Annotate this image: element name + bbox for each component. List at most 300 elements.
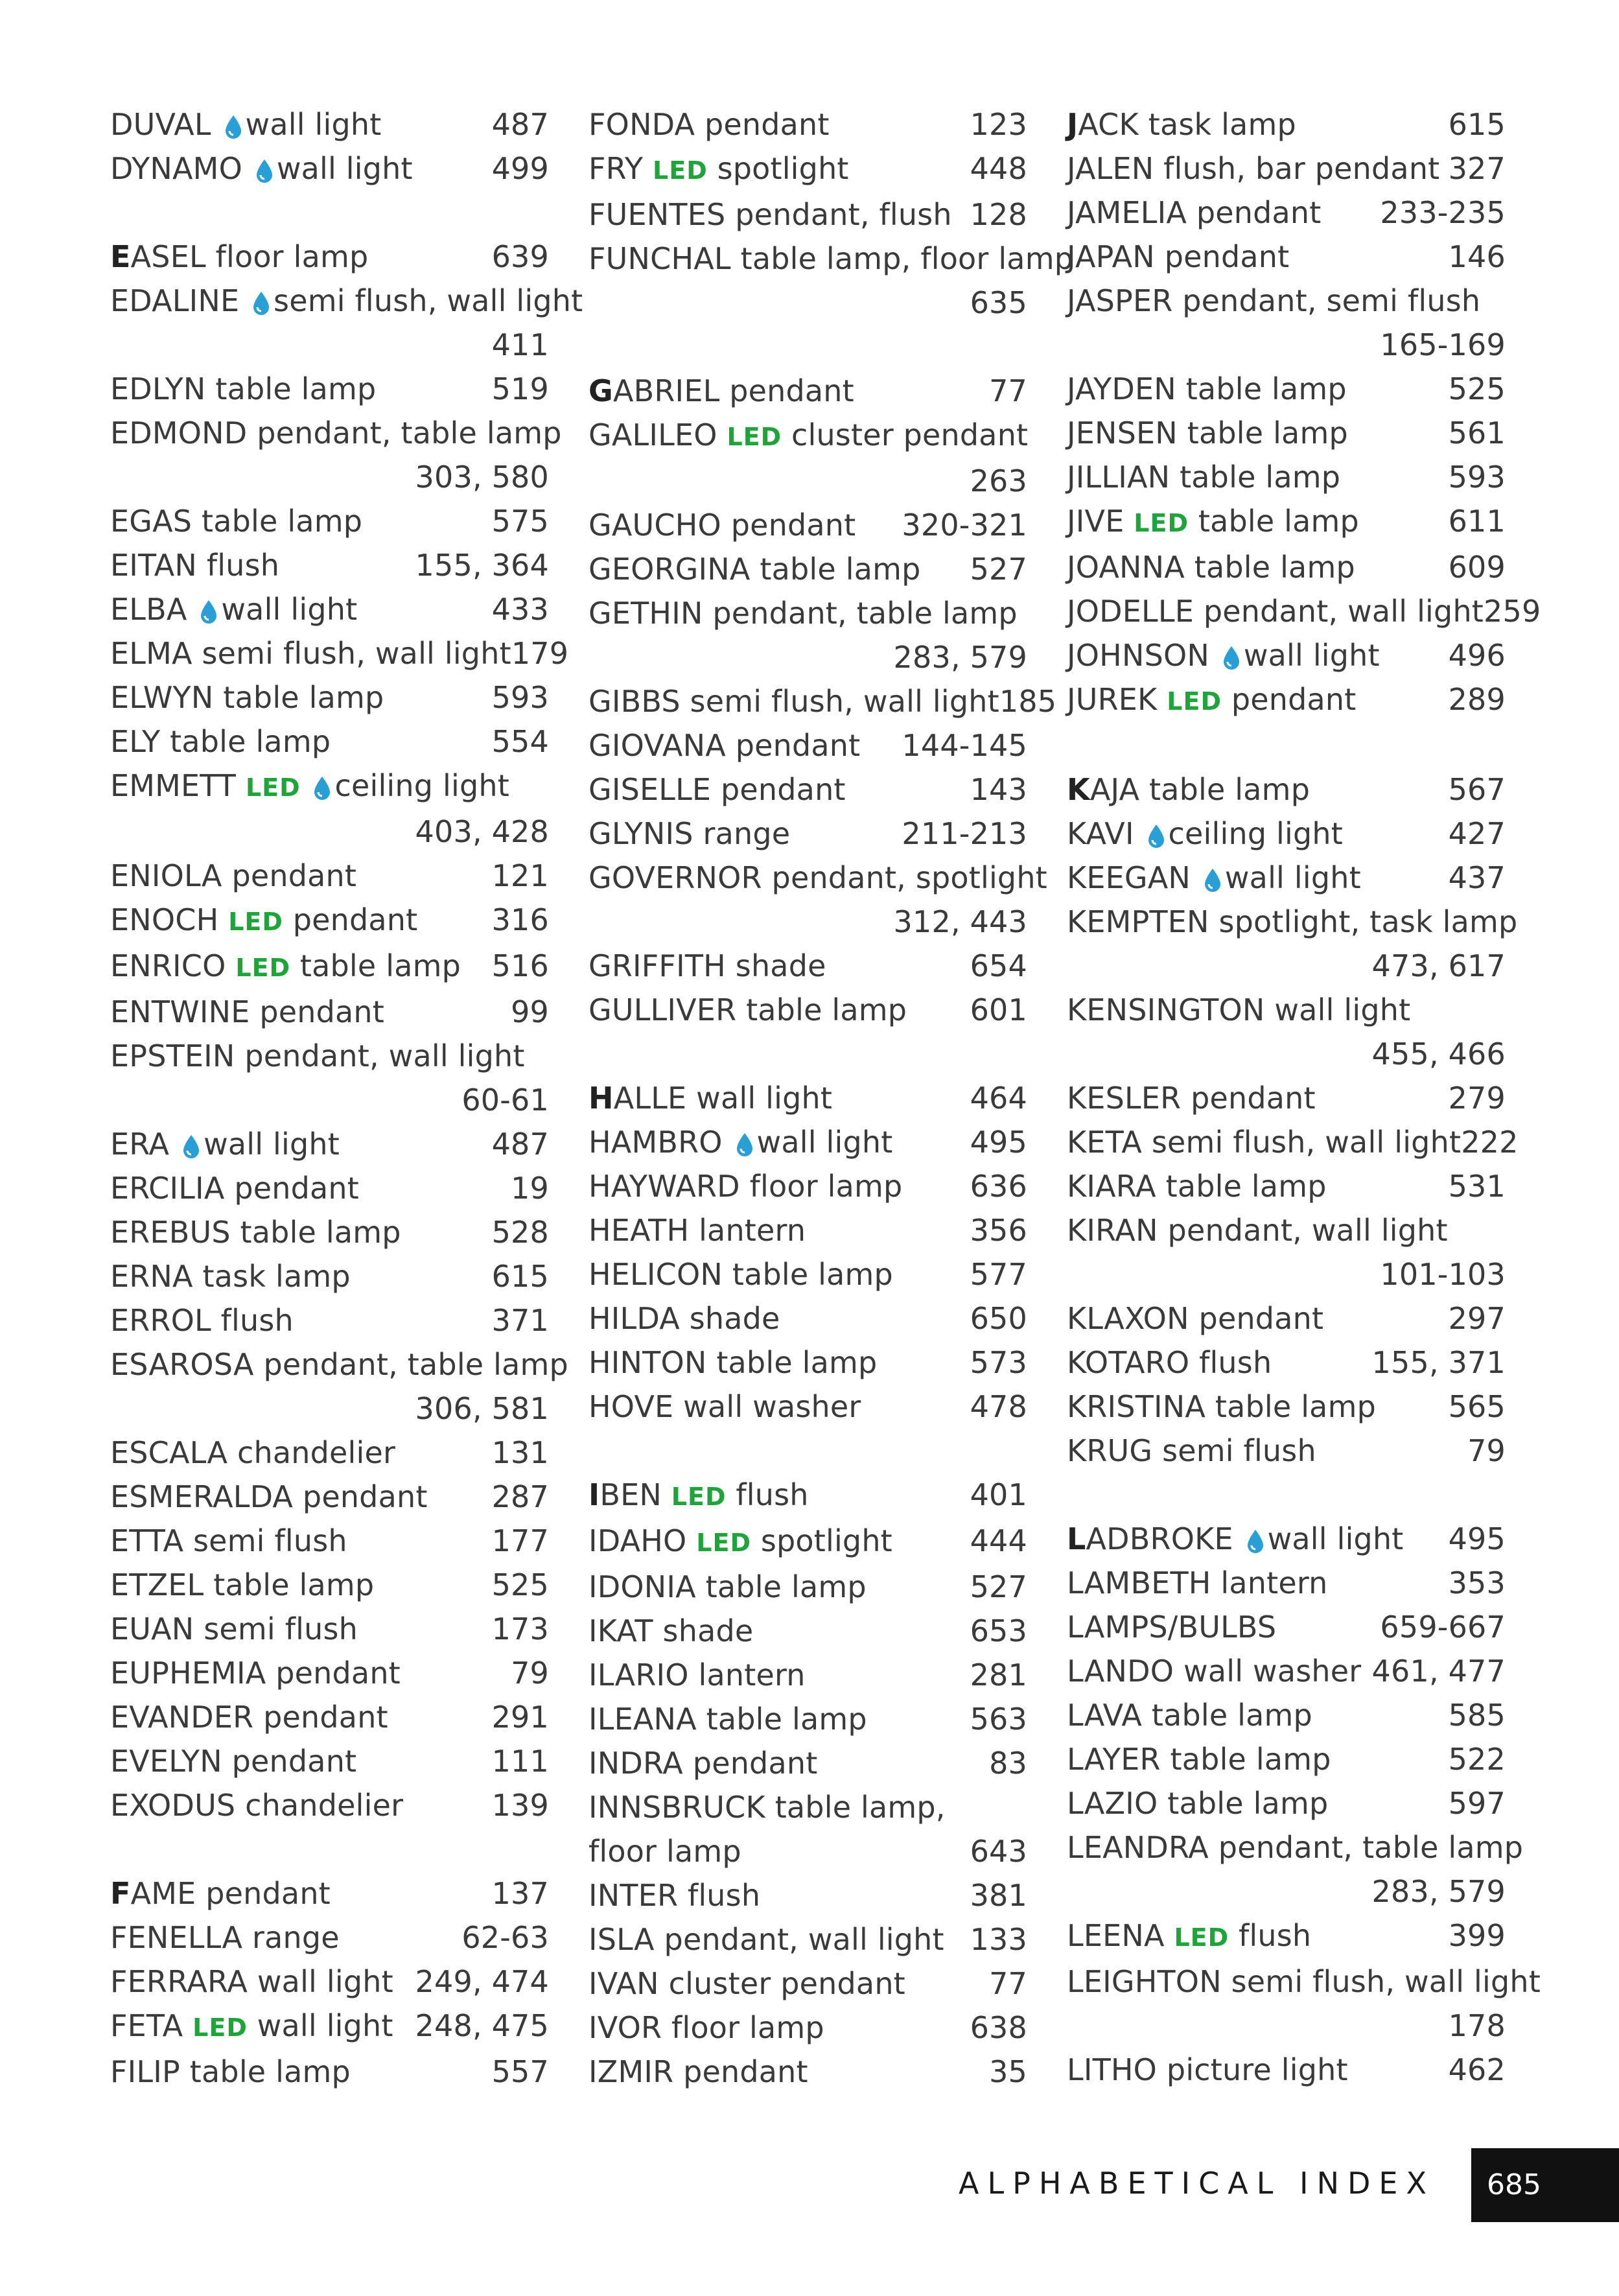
index-entry-line xyxy=(588,812,1027,856)
index-entry-line xyxy=(588,988,1027,1032)
product-name: HINTON xyxy=(588,1345,707,1380)
product-type: chandelier xyxy=(245,1788,404,1823)
page-number-box xyxy=(1471,2148,1619,2222)
page-reference: 444 xyxy=(970,1523,1027,1558)
index-entry-line xyxy=(1067,633,1506,677)
product-type: pendant, spotlight xyxy=(771,860,1047,895)
product-type: pendant xyxy=(729,373,854,408)
product-name: LAVA xyxy=(1067,1698,1143,1733)
page-reference: 522 xyxy=(1448,1742,1506,1777)
product-name: JAMELIA xyxy=(1067,195,1187,230)
index-entry xyxy=(588,767,1027,812)
index-entry-text xyxy=(588,2050,808,2094)
index-entry-text xyxy=(110,990,384,1034)
index-entry-text xyxy=(1067,1296,1323,1341)
index-entry xyxy=(588,944,1027,988)
index-entry xyxy=(588,1076,1027,1120)
product-name: ILARIO xyxy=(588,1658,689,1693)
index-entry xyxy=(110,1342,568,1431)
index-entry xyxy=(1067,900,1518,988)
product-type: table lamp xyxy=(1151,1698,1312,1733)
index-entry-line xyxy=(110,631,569,675)
page-reference: 611 xyxy=(1448,504,1506,539)
page-reference: 155, 371 xyxy=(1371,1345,1506,1380)
page-reference: 557 xyxy=(491,2054,549,2089)
product-type: table lamp xyxy=(1148,772,1310,807)
page-reference: 249, 474 xyxy=(415,1964,549,1999)
page-reference: 554 xyxy=(491,724,549,759)
index-entry-line xyxy=(1067,102,1506,146)
product-type: table lamp xyxy=(202,504,363,539)
index-entry xyxy=(1067,1076,1506,1120)
product-name: EDLYN xyxy=(110,371,206,406)
page-reference: 185 xyxy=(999,684,1057,719)
index-entry-line xyxy=(1067,499,1506,545)
index-entry-text xyxy=(1067,1914,1311,1960)
index-entry-line xyxy=(110,720,549,764)
index-entry xyxy=(110,1519,549,1563)
page-reference: 478 xyxy=(970,1389,1027,1424)
index-entry xyxy=(1067,1120,1519,1164)
product-type: table lamp xyxy=(1170,1742,1331,1777)
index-entry xyxy=(1067,235,1506,279)
product-name: ELY xyxy=(110,724,161,759)
product-type: task lamp xyxy=(1148,107,1296,142)
product-type: table lamp xyxy=(1187,416,1348,451)
page-reference: 111 xyxy=(491,1744,549,1779)
product-type: wall light xyxy=(756,1125,893,1160)
index-entry-text xyxy=(588,944,826,988)
index-entry-text xyxy=(110,1607,358,1651)
index-entry-text xyxy=(1067,589,1484,633)
index-entry xyxy=(110,543,549,587)
index-entry xyxy=(110,1783,549,1827)
page-reference: 653 xyxy=(970,1613,1027,1648)
page-reference: 495 xyxy=(970,1125,1027,1160)
product-type: semi flush, wall light xyxy=(202,636,511,671)
index-entry-line xyxy=(1067,279,1506,323)
index-entry-text xyxy=(1067,1341,1272,1385)
page-reference: 615 xyxy=(491,1259,549,1294)
index-entry xyxy=(588,413,1027,503)
index-entry-line xyxy=(588,1697,1027,1741)
page-reference: 165-169 xyxy=(1380,327,1506,362)
product-name: JENSEN xyxy=(1067,416,1178,451)
index-entry-line xyxy=(588,1164,1027,1208)
product-name: ADBROKE xyxy=(1086,1521,1233,1556)
page-reference: 83 xyxy=(989,1746,1027,1781)
index-entry-text xyxy=(110,1475,428,1519)
product-type: floor lamp xyxy=(671,2010,824,2045)
page-reference: 101-103 xyxy=(1380,1257,1506,1292)
index-entry-text xyxy=(588,1385,861,1429)
index-entry-line xyxy=(110,1563,549,1607)
product-type: semi flush, wall light xyxy=(274,283,583,318)
page-reference: 131 xyxy=(491,1435,549,1470)
product-name: JILLIAN xyxy=(1067,460,1171,495)
product-type: pendant xyxy=(302,1479,428,1514)
page-reference: 178 xyxy=(1448,2008,1506,2043)
product-type: wall light xyxy=(1274,992,1411,1027)
page-reference: 575 xyxy=(491,504,549,539)
index-entry-text xyxy=(1067,1120,1461,1164)
product-type: pendant xyxy=(730,508,856,543)
product-type: pendant, table lamp xyxy=(263,1347,568,1382)
product-type: pendant xyxy=(1231,682,1357,717)
initial-letter: L xyxy=(1067,1521,1086,1556)
initial-letter: K xyxy=(1067,772,1090,807)
page-reference: 356 xyxy=(970,1213,1027,1248)
index-column-2 xyxy=(588,102,1074,2094)
index-entry-text xyxy=(110,1210,401,1254)
product-type: pendant, wall light xyxy=(664,1922,944,1957)
index-entry-text xyxy=(1067,191,1322,235)
page-reference: 177 xyxy=(491,1523,549,1558)
index-entry-line xyxy=(1067,545,1506,589)
page-reference: 448 xyxy=(970,151,1027,186)
index-entry-line xyxy=(588,767,1027,812)
index-entry-line xyxy=(1067,191,1506,235)
page-reference: 593 xyxy=(1448,460,1506,495)
index-entry-line xyxy=(1067,856,1506,900)
index-entry-line xyxy=(1067,1429,1506,1473)
index-entry-text xyxy=(588,193,952,237)
product-name: LITHO xyxy=(1067,2052,1158,2087)
product-name: KRUG xyxy=(1067,1433,1153,1468)
index-entry-text xyxy=(588,812,790,856)
product-name: JASPER xyxy=(1067,283,1173,318)
product-type: chandelier xyxy=(237,1435,396,1470)
water-drop-icon xyxy=(251,290,271,316)
index-entry xyxy=(110,675,549,720)
page-reference: 155, 364 xyxy=(415,548,549,583)
product-name: KLAXON xyxy=(1067,1301,1189,1336)
index-entry xyxy=(588,812,1027,856)
page-reference: 259 xyxy=(1484,594,1541,629)
page-reference: 462 xyxy=(1448,2052,1506,2087)
product-name: EVELYN xyxy=(110,1744,222,1779)
page-reference: 499 xyxy=(491,151,549,186)
index-entry-line xyxy=(588,1473,1027,1519)
index-entry-line xyxy=(588,102,1027,146)
index-entry-text xyxy=(110,1695,388,1739)
initial-letter: H xyxy=(588,1081,614,1116)
index-entry-line xyxy=(110,1960,549,2004)
index-entry xyxy=(1067,812,1506,856)
product-type: floor lamp xyxy=(215,239,369,274)
product-type: pendant xyxy=(231,1744,357,1779)
product-type: table lamp xyxy=(299,948,461,983)
product-name: EGAS xyxy=(110,504,192,539)
index-entry-text xyxy=(1067,455,1340,499)
index-entry xyxy=(1067,455,1506,499)
product-type: table lamp xyxy=(760,552,921,587)
index-entry xyxy=(588,1785,1027,1873)
product-name: HOVE xyxy=(588,1389,674,1424)
page-reference: 528 xyxy=(491,1215,549,1250)
product-type: floor lamp xyxy=(749,1169,903,1204)
water-drop-icon xyxy=(181,1134,201,1160)
led-badge: LED xyxy=(245,773,301,802)
index-entry xyxy=(110,898,549,944)
index-entry xyxy=(110,720,549,764)
index-entry xyxy=(588,988,1027,1032)
product-name: HILDA xyxy=(588,1301,680,1336)
product-type: pendant xyxy=(692,1746,818,1781)
page-reference: 636 xyxy=(970,1169,1027,1204)
product-name: EUPHEMIA xyxy=(110,1656,266,1691)
product-type: flush xyxy=(1239,1918,1312,1953)
product-name: EVANDER xyxy=(110,1700,254,1735)
index-entry-line xyxy=(588,2006,1027,2050)
index-entry-line xyxy=(588,146,1027,193)
index-entry-line xyxy=(588,1917,1027,1962)
index-entry xyxy=(110,1298,549,1342)
index-entry-line xyxy=(1067,146,1506,191)
product-type: wall light xyxy=(696,1081,833,1116)
product-type: wall light xyxy=(245,107,382,142)
product-name: ETZEL xyxy=(110,1567,204,1602)
product-name: KRISTINA xyxy=(1067,1389,1206,1424)
product-type: table lamp xyxy=(1185,371,1347,406)
product-name: GEORGINA xyxy=(588,552,751,587)
index-entry-line xyxy=(110,146,549,191)
product-type: wall light xyxy=(257,1964,393,1999)
index-entry xyxy=(588,1208,1027,1252)
product-name: LAYER xyxy=(1067,1742,1161,1777)
product-type: pendant xyxy=(735,728,861,763)
page-reference: 487 xyxy=(491,1127,549,1162)
page-reference: 573 xyxy=(970,1345,1027,1380)
index-entry-line xyxy=(1067,677,1506,723)
index-entry-line xyxy=(110,279,583,323)
index-entry-text xyxy=(588,723,860,767)
product-name: INNSBRUCK xyxy=(588,1790,765,1825)
product-type: wall light xyxy=(276,151,413,186)
index-entry-text xyxy=(1067,499,1359,545)
index-entry-text xyxy=(1067,279,1480,323)
index-entry-text xyxy=(588,1741,817,1785)
index-entry-text xyxy=(110,944,461,990)
product-type: ceiling light xyxy=(334,768,509,803)
page-reference: 139 xyxy=(491,1788,549,1823)
index-entry xyxy=(1067,1296,1506,1341)
index-entry xyxy=(1067,1781,1506,1825)
product-name: ESMERALDA xyxy=(110,1479,294,1514)
index-entry xyxy=(588,369,1027,413)
page-reference: 179 xyxy=(511,636,569,671)
product-type: table lamp xyxy=(746,992,907,1027)
product-name: HEATH xyxy=(588,1213,690,1248)
index-entry xyxy=(110,1034,549,1122)
page-reference: 35 xyxy=(989,2054,1027,2089)
page-number: 685 xyxy=(1487,2168,1541,2201)
index-entry-text xyxy=(588,1697,867,1741)
product-name: LEANDRA xyxy=(1067,1830,1209,1865)
index-entry-text xyxy=(110,543,279,587)
index-entry-text xyxy=(588,1917,944,1962)
product-type: pendant xyxy=(231,858,357,893)
page-reference: 635 xyxy=(970,285,1027,320)
index-entry-line xyxy=(110,764,549,810)
index-entry-text xyxy=(110,1783,403,1827)
water-drop-icon xyxy=(1222,645,1241,671)
index-entry-line xyxy=(110,1651,549,1695)
product-name: EDALINE xyxy=(110,283,240,318)
product-type: table lamp xyxy=(1194,550,1355,585)
index-entry-text xyxy=(588,1565,867,1609)
index-entry-text xyxy=(1067,235,1289,279)
index-entry-line xyxy=(110,1915,549,1960)
water-drop-icon xyxy=(1246,1529,1265,1554)
index-entry-line xyxy=(588,1296,1027,1341)
index-entry xyxy=(1067,146,1506,191)
initial-letter: E xyxy=(110,239,131,274)
index-entry xyxy=(1067,1605,1506,1649)
index-entry-text xyxy=(588,1296,780,1341)
index-entry xyxy=(1067,1693,1506,1737)
index-entry xyxy=(588,237,1074,325)
product-type: wall washer xyxy=(1183,1654,1362,1689)
initial-letter: F xyxy=(110,1876,131,1911)
product-type: pendant xyxy=(1164,239,1290,274)
index-entry-text xyxy=(1067,1517,1404,1561)
index-entry-line xyxy=(588,1829,1027,1873)
index-entry-text xyxy=(110,1739,356,1783)
product-name: ISLA xyxy=(588,1922,655,1957)
index-entry-line xyxy=(1067,1649,1506,1693)
index-entry xyxy=(1067,633,1506,677)
index-entry-text xyxy=(110,1298,294,1342)
product-name: EXODUS xyxy=(110,1788,236,1823)
water-drop-icon xyxy=(735,1132,754,1158)
index-entry xyxy=(110,146,549,191)
index-entry-text xyxy=(1067,1385,1376,1429)
product-type: pendant xyxy=(259,994,384,1029)
index-entry xyxy=(588,1741,1027,1785)
page-reference: 601 xyxy=(970,992,1027,1027)
product-name: KIRAN xyxy=(1067,1213,1158,1248)
page-reference: 60-61 xyxy=(461,1083,549,1118)
product-type: pendant xyxy=(721,772,846,807)
index-entry-text xyxy=(588,767,846,812)
product-name: KOTARO xyxy=(1067,1345,1190,1380)
index-entry xyxy=(588,1653,1027,1697)
product-type: pendant xyxy=(275,1656,401,1691)
index-entry-text xyxy=(1067,545,1355,589)
led-badge: LED xyxy=(653,156,708,185)
index-entry-text xyxy=(1067,1649,1361,1693)
index-entry-text xyxy=(110,1122,340,1166)
product-name: KAVI xyxy=(1067,816,1134,851)
page-reference: 77 xyxy=(989,1966,1027,2001)
index-entry xyxy=(110,990,549,1034)
index-entry xyxy=(110,2004,549,2050)
product-name: EMMETT xyxy=(110,768,237,803)
index-entry-text xyxy=(110,235,368,279)
product-type: wall light xyxy=(1243,638,1380,673)
index-entry xyxy=(588,1519,1027,1565)
index-entry xyxy=(110,102,549,146)
index-entry-line xyxy=(110,102,549,146)
page-reference: 303, 580 xyxy=(415,460,549,495)
product-name: IDONIA xyxy=(588,1569,696,1604)
product-name: ENOCH xyxy=(110,902,219,937)
index-entry-line xyxy=(110,898,549,944)
page-reference: 144-145 xyxy=(902,728,1027,763)
product-name: ETTA xyxy=(110,1523,184,1558)
page-reference: 353 xyxy=(1448,1565,1506,1600)
product-type: ceiling light xyxy=(1168,816,1344,851)
index-entry xyxy=(1067,1208,1506,1296)
led-badge: LED xyxy=(671,1482,727,1511)
index-entry xyxy=(110,1695,549,1739)
index-entry-line xyxy=(110,1034,549,1078)
index-entry-line xyxy=(588,723,1027,767)
index-entry-line xyxy=(110,2050,549,2094)
index-entry-line xyxy=(588,1341,1027,1385)
product-type: picture light xyxy=(1166,2052,1348,2087)
index-entry-text xyxy=(110,1254,351,1298)
index-entry xyxy=(110,1607,549,1651)
index-entry xyxy=(1067,545,1506,589)
product-name: AME xyxy=(130,1876,196,1911)
product-type: table lamp xyxy=(705,1569,867,1604)
product-name: GALILEO xyxy=(588,417,717,452)
index-entry-text xyxy=(1067,1960,1541,2004)
index-entry-line xyxy=(1067,1385,1506,1429)
product-name: KEMPTEN xyxy=(1067,904,1209,939)
product-name: IKAT xyxy=(588,1613,653,1648)
index-entry-line xyxy=(588,1076,1027,1120)
index-entry-line xyxy=(1067,367,1506,411)
page-reference: 19 xyxy=(511,1171,549,1206)
product-type: wall light xyxy=(1267,1521,1404,1556)
index-entry-line xyxy=(110,1298,549,1342)
index-entry-line xyxy=(110,499,549,543)
index-entry-text xyxy=(110,1651,401,1695)
product-name: GAUCHO xyxy=(588,508,721,543)
index-entry-text xyxy=(110,2004,393,2050)
index-entry xyxy=(110,1739,549,1783)
product-name: FENELLA xyxy=(110,1920,243,1955)
product-type: flush, bar pendant xyxy=(1163,151,1440,186)
initial-letter: J xyxy=(1067,107,1078,142)
index-entry-text xyxy=(588,591,1018,635)
index-entry-text xyxy=(110,146,413,191)
index-entry-text xyxy=(110,1519,347,1563)
page-reference: 287 xyxy=(491,1479,549,1514)
product-name: LANDO xyxy=(1067,1654,1174,1689)
product-name: FUNCHAL xyxy=(588,241,731,276)
index-entry-line xyxy=(588,1609,1027,1653)
led-badge: LED xyxy=(1174,1923,1229,1952)
index-entry-line xyxy=(588,944,1027,988)
page-reference: 525 xyxy=(1448,371,1506,406)
index-entry xyxy=(1067,499,1506,545)
index-entry-line xyxy=(588,1120,1027,1164)
page-reference: 650 xyxy=(970,1301,1027,1336)
led-badge: LED xyxy=(696,1529,751,1557)
index-entry xyxy=(588,102,1027,146)
product-name: LAZIO xyxy=(1067,1786,1158,1821)
page-reference: 320-321 xyxy=(902,508,1027,543)
index-entry xyxy=(1067,856,1506,900)
product-name: GISELLE xyxy=(588,772,712,807)
product-name: DUVAL xyxy=(110,107,211,142)
index-entry-text xyxy=(588,1120,892,1164)
product-name: HAYWARD xyxy=(588,1169,740,1204)
